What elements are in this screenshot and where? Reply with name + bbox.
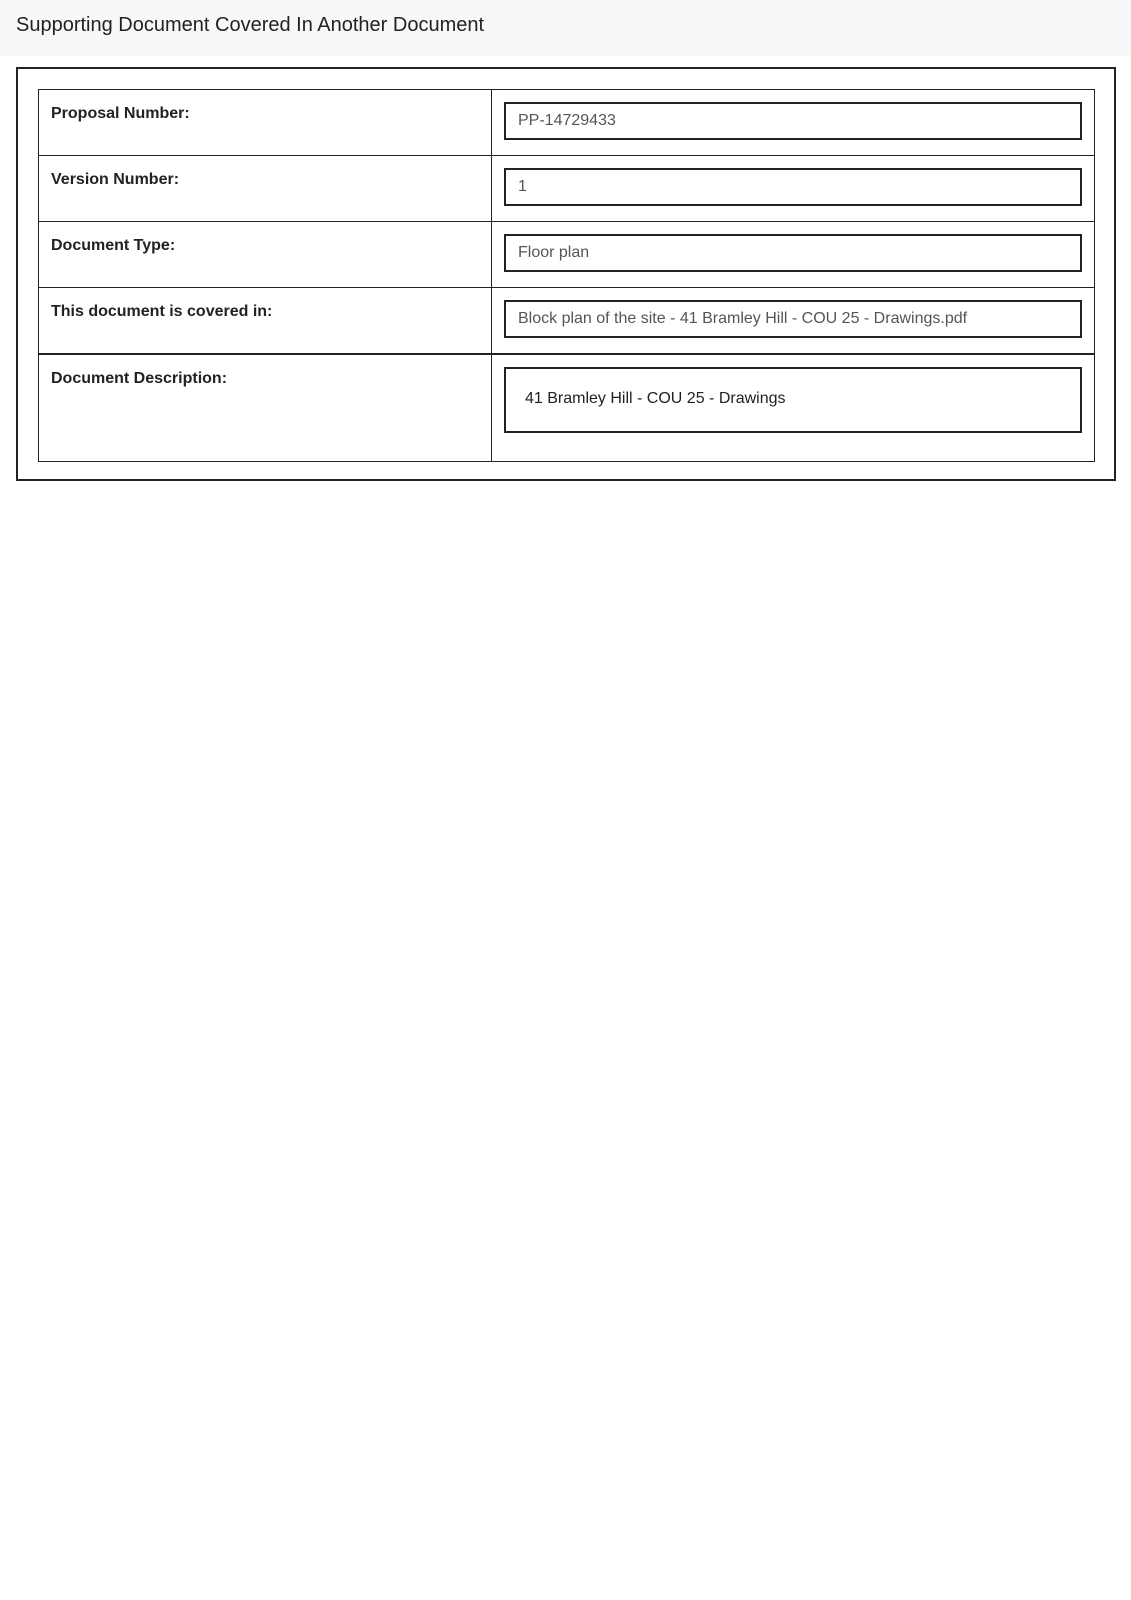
table-row bbox=[39, 354, 1095, 462]
proposal-number-label: Proposal Number: bbox=[39, 90, 492, 156]
version-number-label: Version Number: bbox=[39, 156, 492, 222]
document-details-table bbox=[38, 89, 1095, 462]
covered-in-field[interactable]: Block plan of the site - 41 Bramley Hill - COU 25 - Drawings.pdf bbox=[504, 300, 1082, 338]
table-row bbox=[39, 222, 1095, 288]
covered-in-label: This document is covered in: bbox=[39, 288, 492, 354]
table-row bbox=[39, 288, 1095, 354]
table-row bbox=[39, 90, 1095, 156]
document-description-textarea[interactable]: 41 Bramley Hill - COU 25 - Drawings bbox=[504, 367, 1082, 433]
document-type-label: Document Type: bbox=[39, 222, 492, 288]
page-title: Supporting Document Covered In Another Document bbox=[16, 14, 485, 36]
document-type-field[interactable]: Floor plan bbox=[504, 234, 1082, 272]
document-description-label: Document Description: bbox=[39, 354, 492, 462]
page-header bbox=[0, 0, 1131, 56]
document-panel bbox=[16, 67, 1116, 481]
table-row bbox=[39, 156, 1095, 222]
version-number-field[interactable]: 1 bbox=[504, 168, 1082, 206]
proposal-number-field[interactable]: PP-14729433 bbox=[504, 102, 1082, 140]
